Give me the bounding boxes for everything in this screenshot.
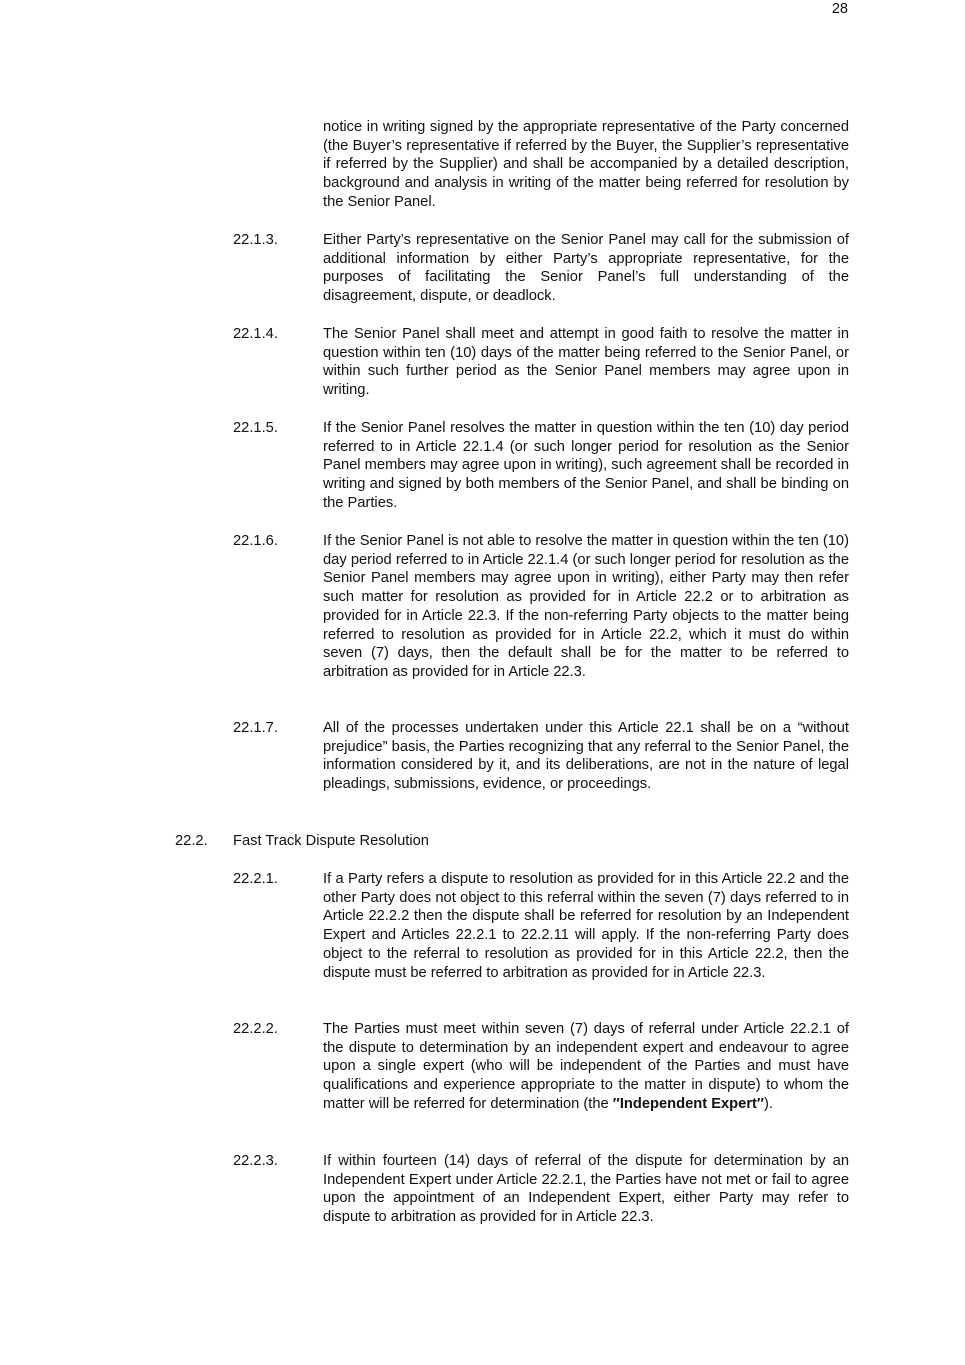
section-title: Fast Track Dispute Resolution <box>233 833 429 849</box>
clause-text: If within fourteen (14) days of referral of the dispute for determination by an Independent Expert under Article 22.2.1, the Parties have not met or fail to agree upon the appointment of an Independent Expert, either Party may refer to dispute to arbitration as provided for in Article 22.3. <box>323 1153 849 1226</box>
clause-text <box>323 1020 849 1114</box>
clause-text: If the Senior Panel is not able to resolve the matter in question within the ten (10) day period referred to in Article 22.1.4 (or such longer period for resolution as the Senior Panel members may agree upon in writing), either Party may then refer such matter for resolution as provided for in Article 22.2 or to arbitration as provided for in Article 22.3. If the non-referring Party objects to the matter being referred to resolution as provided for in Article 22.2, which it must do within seven (7) days, then the default shall be for the matter to be referred to arbitration as provided for in Article 22.3. <box>323 533 849 680</box>
section-number: 22.2. <box>175 833 208 849</box>
clause-text: notice in writing signed by the appropriate representative of the Party concerned (the Buyer’s representative if referred by the Buyer, the Supplier’s representative if referred by the Supplier) and shall be accompanied by a detailed description, background and analysis in writing of the matter being referred for resolution by the Senior Panel. <box>323 119 849 210</box>
clause-text-body: The Parties must meet within seven (7) days of referral under Article 22.2.1 of the dispute to determination by an independent expert and endeavour to agree upon a single expert (who will be independent of the Parties and must have qualifications and experience appropriate to the matter in dispute) to whom the matter will be referred for determination (the <box>323 1021 849 1112</box>
clause-text: All of the processes undertaken under this Article 22.1 shall be on a “without prejudice” basis, the Parties recognizing that any referral to the Senior Panel, the information considered by it, and its deliberations, are not in the nature of legal pleadings, submissions, evidence, or proceedings. <box>323 720 849 793</box>
clause-number: 22.2.2. <box>233 1021 278 1037</box>
clause-text: The Senior Panel shall meet and attempt in good faith to resolve the matter in question within ten (10) days of the matter being referred to the Senior Panel, or within such further period as the Senior Panel members may agree upon in writing. <box>323 326 849 399</box>
clause-number: 22.2.3. <box>233 1153 278 1169</box>
clause-text: If the Senior Panel resolves the matter in question within the ten (10) day period referred to in Article 22.1.4 (or such longer period for resolution as the Senior Panel members may agree upon in writing), such agreement shall be recorded in writing and signed by both members of the Senior Panel, and shall be binding on the Parties. <box>323 420 849 511</box>
clause-text: If a Party refers a dispute to resolution as provided for in this Article 22.2 and the other Party does not object to this referral within the seven (7) days referred to in Article 22.2.2 then the dispute shall be referred for resolution by an Independent Expert and Articles 22.2.1 to 22.2.11 will apply. If the non-referring Party does object to the referral to resolution as provided for in this Article 22.2, then the dispute must be referred to arbitration as provided for in Article 22.3. <box>323 871 849 981</box>
clause-number: 22.1.5. <box>233 420 278 436</box>
clause-number: 22.1.6. <box>233 533 278 549</box>
clause-text-end: ). <box>763 1095 773 1112</box>
defined-term: ″Independent Expert″ <box>612 1095 764 1112</box>
clause-text: Either Party’s representative on the Senior Panel may call for the submission of additional information by either Party’s appropriate representative, for the purposes of facilitating the Senior Panel’s full understanding of the disagreement, dispute, or deadlock. <box>323 232 849 305</box>
clause-number: 22.1.3. <box>233 232 278 248</box>
clause-number: 22.1.4. <box>233 326 278 342</box>
clause-number: 22.1.7. <box>233 720 278 736</box>
page-number: 28 <box>831 1 848 17</box>
clause-number: 22.2.1. <box>233 871 278 887</box>
